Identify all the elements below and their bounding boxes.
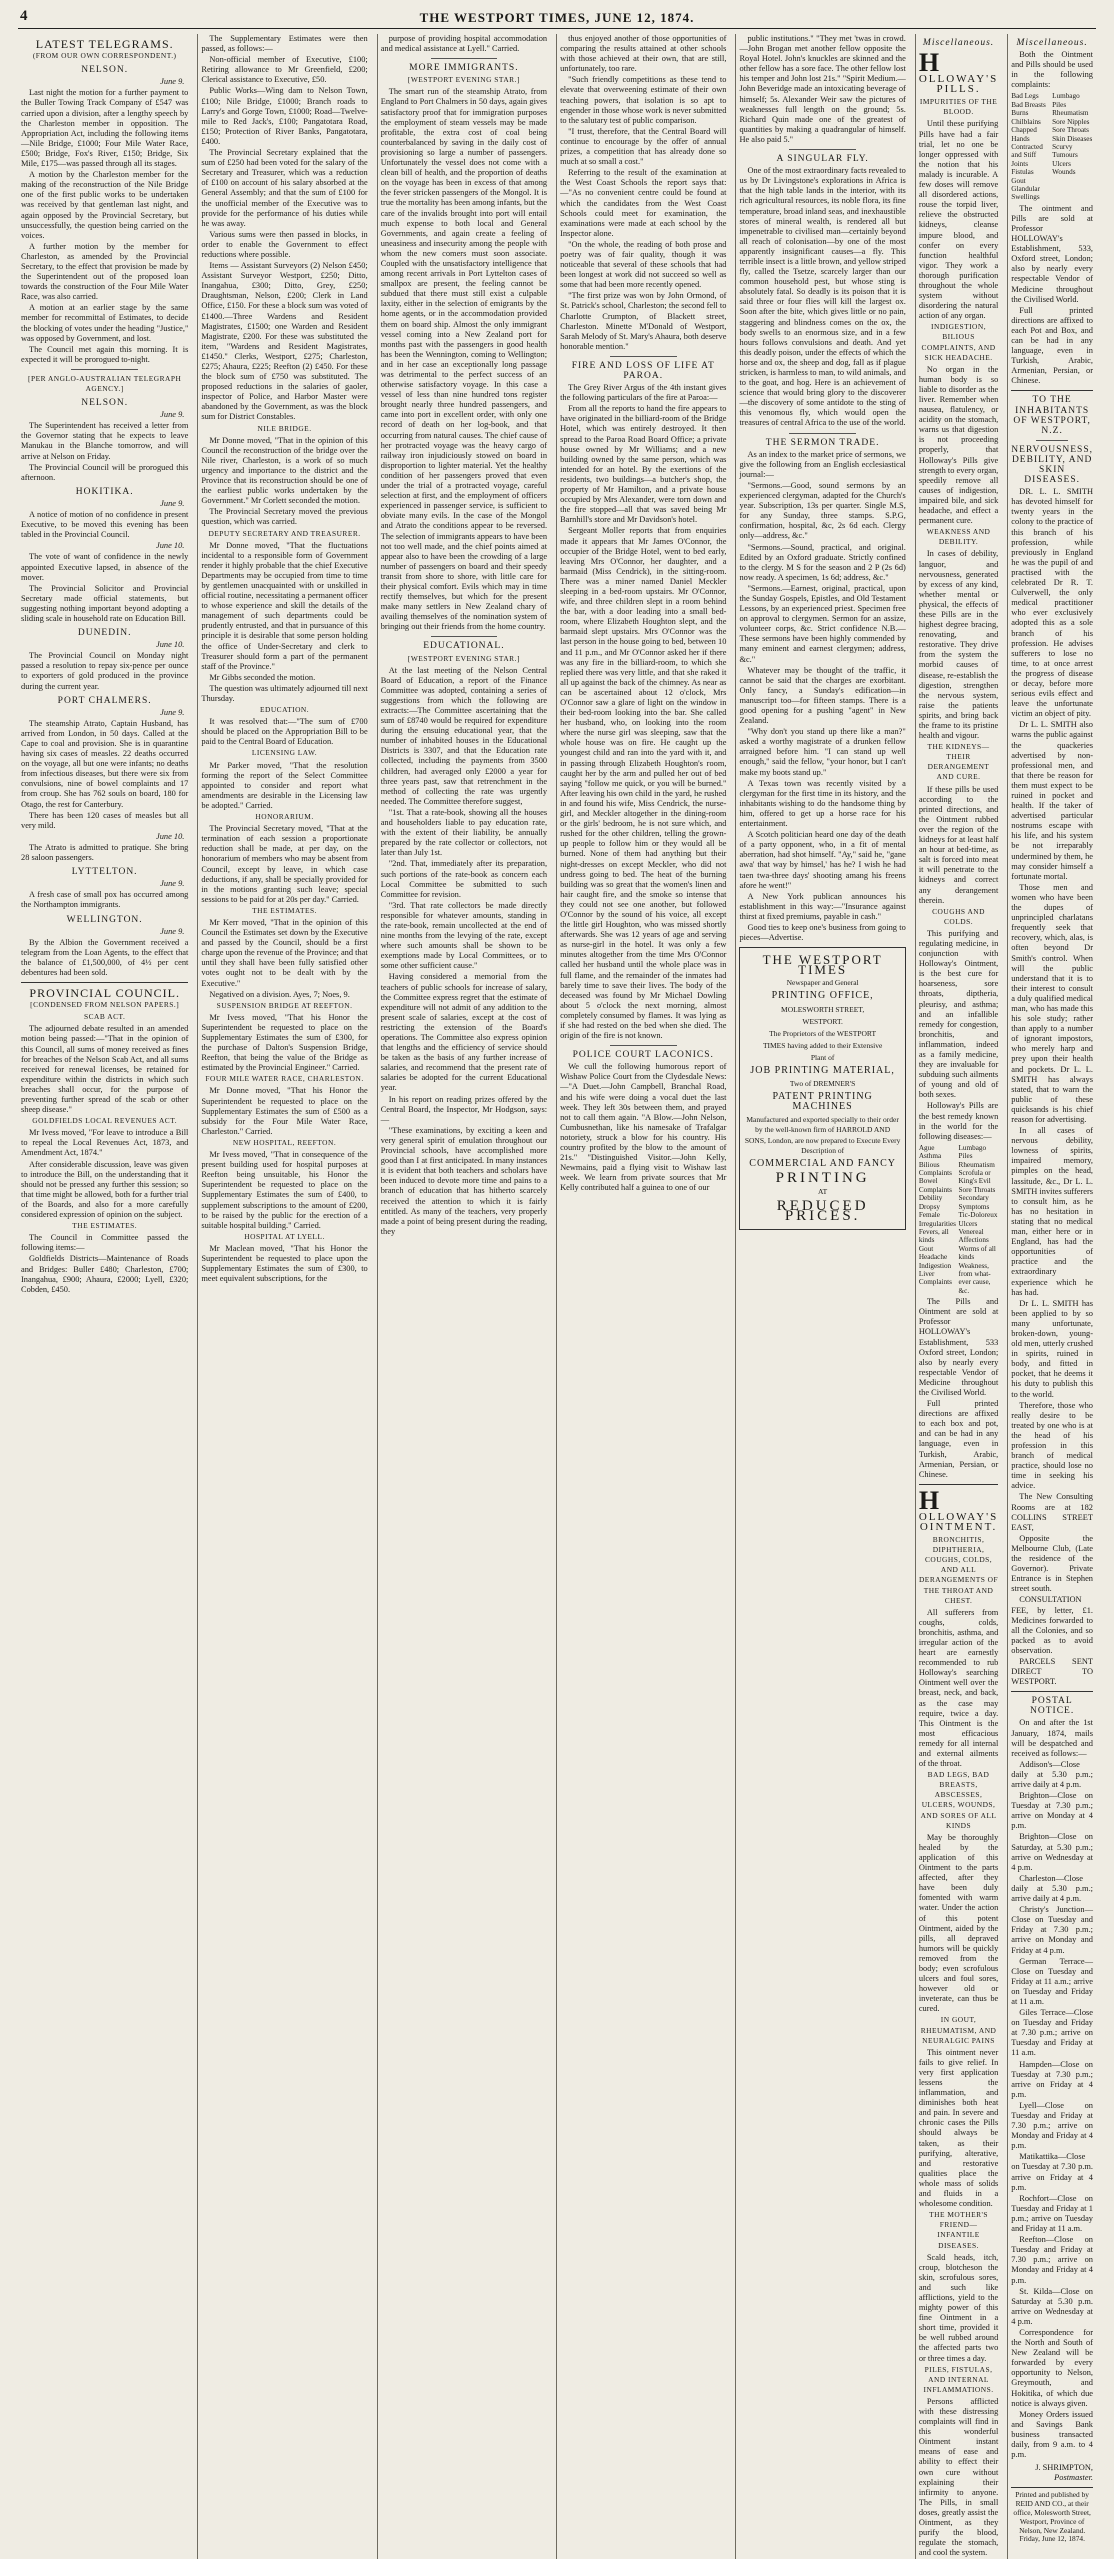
list-item: Headache	[918, 1253, 948, 1262]
list-item: Skin Diseases	[1052, 134, 1093, 143]
paragraph: Scald heads, itch, croup, blotcheson the skin, scrofulous sores, and such like afflictions, yield to the mighty power of this fine Ointment in a short time, provided it be well rubbed around the affected parts two or three times a day.	[918, 2252, 999, 2363]
list-item: Piles	[958, 1152, 973, 1161]
paragraph: "The first prize was won by John Ormond, of St. Patrick's school, Charleston; the second fell to Charlotte Crumpton, of Blackett street, Charleston. Minette M'Donald of Westport, Sarah Melody of St. Mary's Ahaura, both deserve honorable mention."	[560, 291, 727, 351]
list-item: Piles	[1052, 100, 1067, 109]
paragraph: All sufferers from coughs, colds, bronchitis, asthma, and irregular action of the heart are earnestly recommended to rub Holloway's searching Ointment well over the breast, neck, and back, as the case may require, twice a day. This Ointment is the most efficacious remedy for all internal and external ailments of the throat.	[918, 1607, 999, 1769]
source-note: [WESTPORT EVENING STAR.]	[407, 653, 520, 663]
item-heading: COUGHS AND COLDS.	[932, 906, 985, 926]
dateline-heading: LYTTELTON.	[71, 867, 138, 878]
list-item: Female Irregularities	[918, 1211, 956, 1228]
page-number: 4	[20, 8, 28, 24]
paragraph: Mr Donne moved, "That his Honor the Superintendent be requested to place on the Supplementary Estimates the sum of £500 as a subsidy for the Four Mile Water Race, Charleston." Carried.	[201, 1086, 368, 1136]
paragraph: A motion at an earlier stage by the same member for recommittal of Estimates, to decide the blocking of votes under the heading "Justice," was opposed by Government, and lost.	[21, 303, 189, 343]
paragraph: Last night the motion for a further payment to the Buller Towing Track Company of £547 was carried upon a division, after a lengthy speech by the Charleston member in opposition. The Appropriation Act, including the following items—Nile Bridge, £1000; Four Mile Water Race, £500; Bridge, Fox's River, £150; Bridge, Six Mile, £175—was passed through all its stages.	[21, 88, 189, 169]
mail-schedule: St. Kilda—Close on Saturday at 5.30 p.m. arrive on Wednesday at 4 p.m.	[1011, 2286, 1093, 2326]
paragraph: The adjourned debate resulted in an amended motion being passed:—"That in the opinion of this Council, all sums of money received as fines for breaches of the Nelson Scab Act, and all sums received for renewal licenses, be retained for expenditure within the districts in which such breaches shall occur, for the purpose of preventing further spread of the scab or other sheep disease."	[21, 1024, 189, 1115]
item-heading: INDIGESTION, BILIOUS COMPLAINTS, AND SICK HEADACHE.	[921, 322, 996, 362]
paragraph: "I trust, therefore, that the Central Board will continue to encourage by the offer of annual prizes, a competition that has already done so much at so small a cost."	[560, 126, 727, 167]
list-item: Bilious Complaints	[918, 1160, 952, 1178]
mail-schedule: German Terrace—Close on Tuesday and Friday at 11 a.m.; arrive on Tuesday and Friday at 11 a.m.	[1011, 1956, 1093, 2006]
list-item: Indigestion	[918, 1261, 952, 1270]
column-2	[197, 34, 370, 2559]
paragraph: "Why don't you stand up there like a man?" asked a worthy magistrate of a drunken fellow arraigned before him. "I can stand up well enough," said the fellow, "your honor, but I can't make my boots stand up."	[739, 727, 906, 777]
column-4	[556, 34, 729, 2559]
paragraph: Those men and women who have been the dupes of unprincipled charlatans frequently seek that recovery, which, alas, is often beyond Dr Smith's control. When will the public understand that it is to their interest to consult a duly qualified medical man, who has made this his sole study; rather than apply to a number of ignorant impostors, who merely harp and prey upon their health and pockets. Dr L. L. SMITH has always stated, that to warn the public of these quicksands is his chief reason for advertising.	[1011, 882, 1093, 1124]
paragraph: Having considered a memorial from the teachers of public schools for increase of salary, the Committee express regret that the estimate of expenditure will not admit of any addition to the present scale of salaries, except at the cost of restricting the extension of the Board's operations. The Committee also express opinion that lengths and the efficiency of service should be taken as the basis of any further increase of salaries, and recommend that the present rate of salaries be adopted for the current Educational year.	[380, 972, 548, 1093]
ailments-right	[959, 1144, 999, 1295]
paragraph: No organ in the human body is so liable to disorder as the liver. Remember when nausea, flatulency, or acidity on the stomach, warns us that digestion is not proceeding properly, that Holloway's Pills give strength to every organ, speedily remove all causes of indigestion, impaired bile, and sick headache, and effect a permanent cure.	[918, 364, 999, 526]
paragraph: Holloway's Pills are the best remedy known in the world for the following diseases:—	[918, 1101, 999, 1141]
paragraph: Mr Gibbs seconded the motion.	[209, 672, 316, 682]
paragraph: By the Albion the Government received a telegram from the Loan Agents, to the effect that the balance of £1,500,000, of 4½ per cent debentures had been sold.	[21, 937, 189, 977]
source-note: [WESTPORT EVENING STAR.]	[407, 75, 520, 85]
complaints-right	[1052, 92, 1093, 201]
advert-line: Manufactured and exported specially to their order by the well-known firm of HARROLD AND SONS, London, are now prepared to Execute Every Description of	[744, 1115, 901, 1155]
imprint-text: Printed and published by REID AND CO., at their office, Molesworth Street, Westport, Province of Nelson, New Zealand.	[1013, 2490, 1091, 2535]
paragraph: Mr Donne moved, "That in the opinion of this Council the reconstruction of the bridge over the Nile river, Charleston, is a work of so much urgency and importance to the district and the Province that its reconstruction should be one of the earliest public works undertaken by the Government." Mr Corlett seconded the motion.	[201, 435, 368, 506]
column-6a	[916, 34, 1001, 2559]
dropcap: H	[918, 1485, 942, 1515]
list-item: Glandular Swellings	[1011, 184, 1041, 202]
advert-line: Two of DREMNER'S	[789, 1079, 856, 1089]
paragraph: The Council in Committee passed the following items:—	[21, 1233, 189, 1253]
paragraph: Public Works—Wing dam to Nelson Town, £100; Nile Bridge, £1000; Branch roads to Larry's and Gorge Town, £1000; Road—Twelve-mile to Red Jack's, £100; Pangatotara Road, £150; Protection of River Banks, Pangatotara, £400.	[201, 86, 368, 146]
date: June 10.	[155, 640, 185, 650]
divider	[71, 369, 138, 370]
paragraph: May be thoroughly healed by the application of this Ointment to the parts affected, after they have been duly fomented with warm water. Under the action of this potent Ointment, aided by the pills, all depraved humors will be quickly removed from the body; even scrofulous ulcers and foul sores, however old or inveterate, can thus be cured.	[918, 1832, 999, 2014]
date: June 9.	[160, 77, 185, 87]
paragraph: thus enjoyed another of those opportunities of comparing the results attained at other schools with those achieved at their own, that are still, unfortunately, too rare.	[560, 34, 727, 74]
paragraph: Therefore, those who really desire to be treated by one who is at the head of his profession in this branch of medical practice, should lose no time in seeking his advice.	[1011, 1400, 1093, 1491]
item-heading: BAD LEGS, BAD BREASTS, ABSCESSES, ULCERS, WOUNDS, AND SORES OF ALL KINDS	[920, 1770, 997, 1830]
section-heading: POSTAL NOTICE.	[1030, 1696, 1075, 1717]
item-heading: THE ESTIMATES.	[72, 1221, 138, 1231]
paragraph: "3rd. That rate collectors be made directly responsible for whatever amounts, standing in the rate-book, remain uncollected at the end of nine months from the levying of the rate, except where such amounts shall be shown to be exemptions made by Local Committees, or to some other sufficient cause."	[380, 900, 548, 971]
list-item: Worms of all kinds	[958, 1244, 996, 1262]
item-heading: NEW HOSPITAL, REEFTON.	[232, 1137, 337, 1147]
divider	[431, 636, 498, 637]
dateline-heading: WELLINGTON.	[66, 914, 143, 925]
paragraph: Good ties to keep one's business from going to pieces—Advertise.	[739, 922, 906, 943]
list-item: Burns	[1011, 109, 1029, 118]
advert-line: JOB PRINTING MATERIAL,	[750, 1065, 895, 1076]
advert-title	[918, 1485, 999, 1533]
agency-note: [PER ANGLO-AUSTRALIAN TELEGRAPH AGENCY.]	[28, 373, 182, 393]
mail-schedule: Matikattika—Close on Tuesday at 7.30 p.m. arrive on Friday at 4 p.m.	[1011, 2152, 1093, 2192]
list-item: Scrofula or King's Evil	[958, 1169, 991, 1186]
paragraph: A Texas town was recently visited by a clergyman for the first time in its history, and the inhabitants wishing to do the handsome thing by him, offered to get up a horse race for his entertainment.	[739, 778, 906, 829]
paragraph: "These examinations, by exciting a keen and very general spirit of emulation throughout our Provincial schools, have accomplished more good than I at first anticipated. In many instances it is evident that both teachers and scholars have been induced to devote more time and pains to a branch of education that has hitherto scarcely received the attention to which it is fairly entitled. As many of the teachers, very properly made a point of being present during the reading, they	[380, 1125, 548, 1236]
list-item: Rheumatism	[958, 1160, 995, 1169]
paragraph: Mr Ivess moved, "For leave to introduce a Bill to repeal the Local Revenues Act, 1873, and Amendment Act, 1874."	[21, 1128, 189, 1158]
paragraph: The question was ultimately adjourned till next Thursday.	[201, 683, 368, 703]
list-item: Fistulas	[1011, 168, 1034, 177]
paragraph: The ointment and Pills are sold at Professor HOLLOWAY's Establishment, 533, Oxford street, London; also by nearly every respectable Vendor of Medicine throughout the Civilised World.	[1011, 203, 1093, 304]
section-heading: PROVINCIAL COUNCIL.	[29, 986, 180, 1001]
divider	[1011, 1691, 1093, 1692]
paragraph: Various sums were then passed in blocks, in order to enable the Government to effect reductions where possible.	[201, 229, 368, 259]
list-item: Tumours	[1052, 151, 1078, 160]
list-item: Gout	[918, 1244, 934, 1253]
paragraph: CONSULTATION FEE, by letter, £1. Medicines forwarded to all the Colonies, and so packed as to avoid observation.	[1011, 1595, 1093, 1655]
paragraph: The Provincial Secretary explained that the sum of £250 had been voted for the salary of the Secretary and Treasurer, which was a reduction of £100 on account of his salary absorbed at the General Assembly; and that the sum of £100 for the unofficial member of the Executive was to provide for the performance of his duties while he was away.	[201, 148, 368, 228]
mail-schedule: Brighton—Close on Saturday, at 5.30 p.m.; arrive on Wednesday at 4 p.m.	[1011, 1832, 1093, 1872]
divider	[789, 149, 856, 150]
advert-line: PRINTING OFFICE,	[771, 990, 874, 1002]
dateline-heading: NELSON.	[81, 65, 129, 76]
item-heading: IMPURITIES OF THE BLOOD.	[919, 97, 998, 117]
list-item: Chilblains	[1011, 117, 1041, 126]
section-heading: Miscellaneous.	[922, 38, 995, 48]
paragraph: At the last meeting of the Nelson Central Board of Education, a report of the Finance Committee was adopted, containing a series of suggestions from which the following are extracts:—The Committee ascertaining that the sum of £8740 would be required for expenditure during the ensuing educational year, that the number of inhabited houses in the Educational Districts is 3307, and that the Education rate collected, including the payments from 3500 children, had averaged only £2000 a year for three years past, saw that retrenchment in the method of collecting the rate was urgently needed. The Committee therefore suggest,	[380, 665, 548, 806]
paragraph: Referring to the result of the examination at the West Coast Schools the report says that:—"As no convenient centre could be found at which the candidates from the West Coast Schools could meet for examination, the examinations were made at each school by the Inspector alone.	[560, 168, 727, 238]
paragraph: DR. L. L. SMITH has devoted himself for twenty years in the colony to the practice of this branch of his profession, while previously in England he was the pupil of and practised with the celebrated Dr R. T. Culverwell, the only medical practitioner who ever exclusively adopted this as a sole branch of his profession. He advises sufferers to lose no time, to at once arrest the progress of disease or decay, before more serious evils effect and leave the unfortunate victim an object of pity.	[1011, 487, 1093, 719]
mail-schedule: Charleston—Close daily at 5.30 p.m.; arrive daily at 4 p.m.	[1011, 1873, 1093, 1904]
section-heading: NERVOUSNESS, DEBILITY, AND SKIN DISEASES.	[1011, 444, 1093, 486]
paragraph: Dr L. L. SMITH has been applied to by so many unfortunate, broken-down, young-old men, utterly crushed in spirits, ruined in body, and fitted in pocket, that he deems it his duty to publish this to the world.	[1011, 1298, 1093, 1399]
paragraph: A further motion by the member for Charleston, as amended by the Provincial Secretary, to the effect that provision be made by the Superintendent out of the proposed loan towards the construction of the Four Mile Water Race, was also carried.	[21, 241, 189, 302]
paragraph: This ointment never fails to give relief. In very first application lessens the inflammation, and diminishes both heat and pain. In severe and chronic cases the Pills should always be taken, as their purifying, alterative, and restorative qualities place the whole mass of solids and fluids in a wholesome condition.	[918, 2047, 999, 2209]
subheading: (FROM OUR OWN CORRESPONDENT.)	[32, 51, 177, 61]
postmaster-title: Postmaster.	[1054, 2473, 1093, 2483]
item-heading: HOSPITAL AT LYELL.	[244, 1231, 325, 1241]
mail-schedule: Lyell—Close on Tuesday and Friday at 7.30 p.m.; arrive on Monday and Friday at 4 p.m.	[1011, 2100, 1093, 2151]
paragraph: The Council met again this morning. It is expected it will be prorogued to-night.	[21, 344, 189, 364]
mail-schedule: Christy's Junction—Close on Tuesday and Friday at 7.30 p.m.; arrive on Monday and Friday at 4 p.m.	[1011, 1905, 1093, 1955]
paragraph: On and after the 1st January, 1874, mails will be despatched and received as follows:—	[1011, 1718, 1093, 1758]
date: June 9.	[160, 707, 185, 717]
paragraph: A motion by the Charleston member for the making of the reconstruction of the Nile Bridge one of the first public works to be undertaken was received by that gentleman last night, and again opposed by the Provincial Secretary, but unsuccessfully, the question being carried on the voices.	[21, 170, 189, 240]
column-1	[18, 34, 191, 2559]
paragraph: A fresh case of small pox has occurred among the Northampton immigrants.	[21, 890, 189, 910]
divider	[610, 1045, 677, 1046]
dateline-heading: PORT CHALMERS.	[57, 695, 152, 706]
list-item: Fevers, all kinds	[918, 1227, 949, 1245]
list-item: Venereal Affections	[958, 1227, 989, 1245]
advert-line: Newspaper and General	[786, 978, 859, 988]
divider	[431, 58, 498, 59]
printing-office-advert	[739, 947, 905, 1230]
list-item: Lumbago	[958, 1143, 987, 1152]
item-heading: DEPUTY SECRETARY AND TREASURER.	[208, 528, 361, 538]
paragraph: public institutions." "They met 'twas in crowd.—John Brogan met another fellow opposite the Royal Hotel. John's knuckles are skinned and the other fellow has a sore face. The other fellow lost his temper and John lost 21s." "Spirit Medium.—John Beveridge made an intoxicating beverage of himself; 5s. Alexander Weir saw the pictures of weaknesses full length on the ground; 5s. Richard Quin made one of the greatest of quantities by making a quadrangular of himself. He also paid 5."	[739, 34, 906, 144]
advert-line: The Proprietors of the WESTPORT	[769, 1028, 877, 1038]
advert-title	[918, 48, 999, 96]
paragraph: Full printed directions are affixed to each Pot and Box, and can be had in any language, even in Turkish, Arabic, Armenian, Persian, or Chinese.	[1011, 305, 1093, 386]
advert-line: REDUCED PRICES.	[776, 1198, 869, 1225]
paragraph: The Provincial Council will be prorogued this afternoon.	[21, 462, 189, 482]
paragraph: "Sermons.—Good, sound sermons by an experienced clergyman, adapted for the Church's year. Subscription, 13s per quarter. Single M.S, for any Sunday, three stamps. S.P.G, confirmation, hospital, &c, 2s 6d each. Clergy only—address, &c."	[739, 480, 906, 541]
list-item: Debility	[918, 1194, 943, 1203]
paragraph: "2nd. That, immediately after its preparation, such portions of the rate-book as concern each Local Committee be submitted to such Committee for revision.	[380, 859, 548, 899]
list-item: Bad Legs	[1011, 92, 1039, 101]
mail-schedule: Giles Terrace—Close on Tuesday and Friday at 7.30 p.m.; arrive on Tuesday and Friday at 11 a.m.	[1011, 2008, 1093, 2058]
paragraph: A New York publican announces his establishment in this way:—"Insurance against thirst at fixed premiums, payable in cash."	[739, 891, 906, 921]
section-heading: POLICE COURT LACONICS.	[572, 1050, 714, 1061]
divider	[789, 433, 856, 434]
paragraph: The Provincial Secretary moved the previous question, which was carried.	[201, 507, 368, 527]
page-title: THE WESTPORT TIMES, JUNE 12, 1874.	[419, 10, 695, 25]
subheading: [CONDENSED FROM NELSON PAPERS.]	[30, 1000, 180, 1010]
advert-line: PATENT PRINTING MACHINES	[772, 1091, 873, 1113]
list-item: Sore Throats	[958, 1185, 996, 1194]
divider	[1036, 440, 1069, 441]
item-heading: THE ESTIMATES.	[252, 905, 317, 915]
paragraph: From all the reports to hand the fire appears to have originated in the billiard-room of the Bridge Hotel, which was entirely destroyed. It then spread to the Paroa Road Board Office; a private house owned by Mr Williams; and a new building owned by the same person, which was intended for an hotel. By the exertions of the residents, two buildings—a butcher's shop, the property of Mr Hamilton, and a private house occupied by Mrs Alexander, were torn down and the fire stopped—all that was saved being Mr Barnhill's store and Mr Davidson's hotel.	[560, 404, 727, 525]
complaints-list	[1011, 92, 1093, 201]
list-item: Bad Breasts	[1011, 100, 1046, 109]
imprint-date: Friday, June 12, 1874.	[1019, 2534, 1085, 2544]
paragraph: The steamship Atrato, Captain Husband, has arrived from London, in 50 days. Called at the Cape to coal and provision. She is in quarantine having six cases of measles. 22 deaths occurred on the voyage, all but one were infants; no deaths from infectious diseases, but there were six from convulsions, nine of bowel complaints and 17 from croup. She has 762 souls on board, 180 for Otago, the rest for Canterbury.	[21, 718, 189, 809]
paragraph: The Provincial Council on Monday night passed a resolution to repay six-pence per ounce to exporters of gold produced in the province during the current year.	[21, 651, 189, 691]
item-heading: FOUR MILE WATER RACE, CHARLESTON.	[205, 1074, 364, 1084]
list-item: Sore Nipples	[1052, 117, 1090, 126]
section-heading: EDUCATIONAL.	[423, 641, 505, 652]
paragraph: There has been 120 cases of measles but all very mild.	[21, 810, 189, 830]
paragraph: The Superintendent has received a letter from the Governor stating that he expects to leave Manukau in the Blanche tomorrow, and will arrive at Nelson on Friday.	[21, 421, 189, 461]
advert-line: PRINTING	[775, 1169, 870, 1186]
mail-schedule: Hampden—Close on Tuesday at 7.30 p.m.; arrive on Friday at 4 p.m.	[1011, 2059, 1093, 2099]
list-item: Wounds	[1052, 168, 1076, 177]
divider	[610, 356, 677, 357]
divider	[1011, 390, 1093, 391]
paragraph: Mr Parker moved, "That the resolution forming the report of the Select Committee appointed to consider and report what amendments are desirable in the Licensing law be adopted." Carried.	[201, 760, 368, 810]
paragraph: In his report on reading prizes offered by the Central Board, the Inspector, Mr Hodgson, says:—	[380, 1094, 548, 1124]
paragraph: The New Consulting Rooms are at 182 COLLINS STREET EAST,	[1011, 1492, 1093, 1532]
item-heading: NILE BRIDGE.	[257, 423, 312, 433]
advert-title-text: OLLOWAY'S OINTMENT.	[918, 1510, 999, 1533]
paragraph: The Provincial Secretary moved, "That at the termination of each session a proportionate reduction shall be made, at per day, on the honorarium of members who may be absent from Council, except by leave, in which case deductions, if any, shall be specially provided for in the motions granting such leave; special sessions to be paid for at 20s per day." Carried.	[201, 824, 368, 904]
paragraph: Mr Donne moved, "That the fluctuations incidental to a responsible form of Government render it highly probable that the chief Executive Departments may be occupied from time to time by gentlemen unacquainted with or unskilled in official routine, necessitating a permanent officer to whose experience and skill the details of the management of such departments could be prudently entrusted, and that in pursuance of this principle it is desirable that some person holding the office of Under-Secretary and clerk to Treasurer should form a part of the permanent staff of the Province."	[201, 540, 368, 671]
list-item: Bowel Complaints	[918, 1177, 952, 1194]
item-heading: THE KIDNEYS—THEIR DERANGEMENT AND CURE.	[927, 742, 990, 782]
paragraph: "Sermons.—Earnest, original, practical, upon the Sunday Gospels, Epistles, and Old Testament Lessons, by an experienced priest. Specimen free on approval to clergymen. Sermon for an assize, volunteer corps, &c. Strict confidence N.B.—These sermons have been highly commended by many eminent and earnest clergymen; address, &c."	[739, 583, 906, 664]
list-item: Secondary Symptoms	[958, 1194, 990, 1211]
item-heading: LICENSING LAW.	[251, 748, 318, 758]
postmaster-name: J. SHRIMPTON,	[1035, 2463, 1093, 2473]
item-heading: SCAB ACT.	[84, 1012, 126, 1022]
dropcap: H	[918, 48, 942, 78]
paragraph: It was resolved that:—"The sum of £700 should be placed on the Appropriation Bill to be paid to the Central Board of Education.	[201, 717, 368, 747]
paragraph: Goldfields Districts—Maintenance of Roads and Bridges: Buller £480; Charleston, £700; Inangahua, £900; Ahaura, £2000; Lyell, £320; Cobden, £450.	[21, 1254, 189, 1294]
list-item: Tic-Doloreux	[958, 1211, 998, 1220]
paragraph: The Supplementary Estimates were then passed, as follows:—	[201, 34, 368, 54]
masthead	[18, 8, 1096, 29]
paragraph: After considerable discussion, leave was given to introduce the Bill, on the understanding that it should not be pressed any further this session; so that time might be allowed, both for a further trial of the Boards, and also for a more carefully considered expression of opinion on the subject.	[21, 1159, 189, 1220]
list-item: Sore Throats	[1052, 126, 1089, 135]
divider	[919, 1484, 998, 1485]
paragraph: Non-official member of Executive, £100; Retiring allowance to Mr Greenfield, £200; Clerical assistance to Executive, £50.	[201, 55, 368, 85]
section-heading: LATEST TELEGRAMS.	[35, 37, 174, 51]
item-heading: IN GOUT, RHEUMATISM, AND NEURALGIC PAINS	[920, 2015, 997, 2045]
paragraph: A notice of motion of no confidence in present Executive, to be moved this evening has been tabled in the Provincial Council.	[21, 510, 189, 540]
list-item: Scurvy	[1052, 142, 1073, 151]
paragraph: If these pills be used according to the printed directions, and the Ointment rubbed over the region of the kidneys for at least half an hour at bed-time, as salt is forced into meat it will penetrate to the kidneys and correct any derangement therein.	[918, 784, 999, 905]
list-item: Joints	[1011, 159, 1029, 168]
list-item: Ulcers	[958, 1219, 978, 1228]
item-heading: WEAKNESS AND DEBILITY.	[926, 527, 991, 547]
section-heading: FIRE AND LOSS OF LIFE AT PAROA.	[571, 360, 715, 381]
paragraph: Sergeant Moller reports that from enquiries made it appears that Mr James O'Connor, the occupier of the Bridge Hotel, went to bed early, leaving Mrs O'Connor, her daughter, and a barmaid (Miss Cendrick), in the sitting-room. There was a miner named Daniel Meckler sleeping in a bed-room upstairs. Mr O'Connor, wife, and three children slept in a room behind the bar, with a door leading into a small bed-room, where Elizabeth Houghton slept, and the barmaid slept upstairs. Mrs O'Connor was the last person in the house going to bed, between 10 and 11 p.m., and Mr O'Connor asked her if there was any fire in the billiard-room, to which she replied there was very little, and that she raked it all up against the back of the chimney. As near as can be ascertained about 12 o'clock, Mrs O'Connor saw a glare of light on the window in their bed-room looking into the bar. She called her husband, who, on looking into the room where the nurse girl was sleeping, saw that the whole house was on fire. He caught up the youngest child and ran into the yard with it, and in passing through Elizabeth Houghton's room, caught her by the arm and pulled her out of bed saying "follow me quick, or you will be burned." After leaving his own child in the yard, he rushed in and found his wife, Miss Cendrick, the nurse-girl, and Meckler altogether in the dining-room or the girls' bedroom, he is not sure which, and rushed for the other children, telling the grown-up people to follow him or they would all be burned. None of them had anything but their night-dresses on except Meckler, who did not undress going to bed. The heat of the burning building was so great that the women's linen and hair caught fire, and the smoke so intense that they could not see one another, but followed O'Connor by the sound of his voice, all except the little girl Houghton, who was missed shortly afterwards. She was 12 years of age and serving as nurse-girl in the hotel. It was only a few minutes altogether from the time Mrs O'Connor called her husband until the whole place was in full flame, and the remainder of the inmates had barely time to save their lives. The body of the deceased was found by Mr Michael Dowling about 5 o'clock the next morning, almost completely consumed by flames. It was lying as if she had rested on the bed when she died. The origin of the fire is not known.	[560, 526, 727, 1041]
paragraph: Mr Kerr moved, "That in the opinion of this Council the Estimates set down by the Executive and passed by the Council, should be a first charge upon the revenue of the Province; and that until they shall have been fully satisfied other votes ought not to be dealt with by the Executive."	[201, 917, 368, 988]
paragraph: This purifying and regulating medicine, in conjunction with Holloway's Ointment, is the best cure for hoarseness, sore throats, diptheria, pleurisy, and asthma; and an infallible remedy for congestion, bronchitis, and inflammation, indeed as a family medicine, they are invaluable for subduing such ailments of young and old of both sexes.	[918, 928, 999, 1100]
column-3	[377, 34, 550, 2559]
dateline-heading: HOKITIKA.	[75, 486, 134, 497]
ailments-list	[919, 1144, 998, 1295]
advert-title-text: OLLOWAY'S PILLS.	[918, 73, 999, 96]
list-item: Contracted and Stiff	[1011, 142, 1043, 160]
paragraph: In cases of debility, languor, and nervousness, generated by excess of any kind, whether mental or physical, the effects of these Pills are in the highest degree bracing, renovating, and restorative. They drive from the system the morbid causes of disease, re-establish the digestion, strengthen the nervous system, raise the patients spirits, and bring back the frame to its pristine health and vigour.	[918, 549, 999, 741]
paragraph: "1st. That a rate-book, showing all the houses and householders liable to pay education rate, with the extent of their liability, be annually prepared by the rate collector or collectors, not later than July 1st.	[380, 807, 548, 858]
paragraph: Until these purifying Pills have had a fair trial, let no one be longer oppressed with the notion that his malady is incurable. A few doses will remove all disordered actions, rouse the torpid liver, relieve the obstructed kidneys, cleanse impure blood, and confer on every function healthful vigor. They work a thorough purification throughout the whole system without disordering the natural action of any organ.	[918, 119, 999, 321]
paragraph: "Such friendly competitions as these tend to elevate that overweening estimate of their own teaching powers, that isolation is so apt to engender in those whose work is never submitted to the salutary test of public comparison.	[560, 75, 727, 125]
column-7	[1007, 34, 1096, 2559]
item-heading: THE MOTHER'S FRIEND—INFANTILE DISEASES.	[929, 2210, 988, 2250]
date: June 10.	[155, 831, 185, 841]
divider	[21, 982, 188, 983]
date: June 10.	[155, 541, 185, 551]
date: June 9.	[160, 879, 185, 889]
complaints-left	[1011, 92, 1052, 201]
section-heading: Miscellaneous.	[1016, 38, 1088, 48]
columns	[18, 34, 1096, 2558]
paragraph: Items — Assistant Surveyors (2) Nelson £450; Assistant Surveyor Westport, £250; Ditto, Inangahua, £300; Ditto, Grey, £250; Draughtsman, Nelson, £200; Clerk in Land Office, £150. For these a block sum was voted of £1400.—Three Wardens and Resident Magistrates, £1500; one Warden and Resident Magistrate, £200. For these was substituted the item, "Wardens and Resident Magistrates, £1450." Clerks, Westport, £275; Charleston, £275; Ahaura, £225; Reefton (2) £450. For these the block sum of £750 was substituted. The proposed reductions in the salaries of gaoler, inspector of Police, and Harbor Master were abandoned by the Government, as was the block sum for District Constables.	[201, 261, 368, 422]
mail-schedule: Reefton—Close on Tuesday and Friday at 7.30 p.m.; arrive on Monday and Friday at 4 p.m.	[1011, 2235, 1093, 2285]
list-item: Asthma	[918, 1152, 942, 1161]
advert-line: AT	[818, 1186, 828, 1196]
item-heading: GOLDFIELDS LOCAL REVENUES ACT.	[32, 1116, 178, 1126]
advert-line: MOLESWORTH STREET,	[781, 1004, 865, 1014]
list-item: Liver Complaints	[918, 1269, 952, 1287]
item-heading: EDUCATION.	[259, 705, 310, 715]
paragraph: purpose of providing hospital accommodation and medical assistance at Lyell." Carried.	[380, 34, 548, 54]
paragraph: Dr L. L. SMITH also warns the public against the quackeries advertised by non-professional men, and that there be reason for them must expect to be ruined in pocket and health. If the taker of advertised particular nostrums escape with his life, and his system be not irreparably undermined by them, he may consider himself a fortunate mortal.	[1011, 720, 1093, 881]
section-heading: A SINGULAR FLY.	[776, 154, 869, 165]
item-heading: SUSPENSION BRIDGE AT REEFTON.	[216, 1000, 353, 1010]
item-heading: PILES, FISTULAS, AND INTERNAL INFLAMMATIONS.	[923, 2364, 994, 2394]
dateline-heading: NELSON.	[81, 398, 129, 409]
list-item: Chapped Hands	[1011, 126, 1037, 143]
section-heading: THE SERMON TRADE.	[765, 437, 880, 448]
imprint	[1011, 2487, 1093, 2544]
advert-line: TIMES having added to their Extensive	[762, 1040, 883, 1050]
paragraph: PARCELS SENT DIRECT TO WESTPORT.	[1011, 1656, 1093, 1687]
paragraph: Money Orders issued and Savings Bank business transacted daily, from 9 a.m. to 4 p.m.	[1011, 2409, 1093, 2460]
paragraph: "Sermons.—Sound, practical, and original. Edited by an Oxford graduate. Strictly confined to the clergy. M S for the season and 2 P (2s 6d) now ready. A specimen, 1s 6d; address, &c."	[739, 542, 906, 582]
section-heading: TO THE INHABITANTS OF WESTPORT, N.Z.	[1013, 395, 1091, 436]
paragraph: "On the whole, the reading of both prose and poetry was of fair quality, though it was noticeable that several of these schools that had been longest at work did not succeed so well as some that had been more recently opened.	[560, 239, 727, 290]
date: June 9.	[160, 498, 185, 508]
paragraph: Mr Maclean moved, "That his Honor the Superintendent be requested to place upon the Supplementary Estimates the sum of £300, to meet equivalent subscriptions, for the	[201, 1243, 368, 1284]
item-heading: HONORARIUM.	[255, 812, 314, 822]
advert-line: COMMERCIAL AND FANCY	[749, 1157, 896, 1169]
paragraph: As an index to the market price of sermons, we give the following from an English ecclesiastical journal:—	[739, 449, 906, 479]
column-6	[915, 34, 1096, 2559]
list-item: Weakness, from what-	[958, 1261, 991, 1278]
paragraph: A Scotch politician heard one day of the death of a party opponent, who, in a fit of mental aberration, had shot himself. "Ay," said he, "gane awa' that way by himsel,' has he? I wish he had taen twa-three days' shooting amang his freens afore he went!"	[739, 830, 906, 890]
paragraph: Negatived on a division. Ayes, 7; Noes, 9.	[209, 989, 350, 999]
advert-line: WESTPORT.	[802, 1016, 843, 1026]
paragraph: The Grey River Argus of the 4th instant gives the following particulars of the fire at Paroa:—	[560, 383, 727, 403]
paragraph: Whatever may be thought of the traffic, it cannot be said that the charges are exorbitant. Only fancy, a Sunday's edification—in manuscript too—for fifteen stamps. There is a good opening for a pushing "agent" in New Zealand.	[739, 665, 906, 726]
list-item: Lumbago	[1052, 92, 1080, 101]
ailments-left	[919, 1144, 959, 1295]
paragraph: The Pills and Ointment are sold at Professor HOLLOWAY's Establishment, 533 Oxford street, London; also by nearly every respectable Vendor of Medicine throughout the Civilised World.	[918, 1297, 999, 1397]
section-heading: MORE IMMIGRANTS.	[409, 63, 519, 74]
mail-schedule: Brighton—Close on Tuesday at 7.30 p.m.; arrive on Monday at 4 p.m.	[1011, 1791, 1093, 1831]
paragraph: Mr Ivess moved, "That his Honor the Superintendent be requested to place on the Supplementary Estimates the sum of £300, for the purchase of Dalton's Suspension Bridge, Reefton, that being the value of the Bridge as estimated by the Provincial Engineer." Carried.	[201, 1012, 368, 1073]
column-5	[735, 34, 908, 2559]
list-item: Gout	[1011, 176, 1026, 185]
list-item: Rheumatism	[1052, 109, 1089, 118]
advert-line: Plant of	[810, 1052, 835, 1062]
paragraph: Full printed directions are affixed to each box and pot, and can be had in any language, even in Turkish, Arabic, Armenian, Persian, or Chinese.	[918, 1399, 999, 1479]
advert-title: THE WESTPORT TIMES	[762, 952, 883, 978]
list-item: Ulcers	[1052, 159, 1071, 168]
list-item: Dropsy	[918, 1202, 940, 1211]
paragraph: Both the Ointment and Pills should be used in the following complaints:	[1011, 50, 1093, 90]
paragraph: The vote of want of confidence in the newly appointed Executive lapsed, in absence of the mover.	[21, 552, 189, 582]
paragraph: The smart run of the steamship Atrato, from England to Port Chalmers in 50 days, again gives satisfactory proof that for immigration purposes the employment of steam vessels may be made profitable, the extra cost of coal being counterbalanced by saving in the daily cost of provisioning so large a number of passengers. Unfortunately the vessel does not come with a clean bill of health, and the proportion of deaths on the voyage has been in excess of that among the fever stricken passengers of the Mongol. It is true the mortality has been among infants, but the care of the invalids brought into port will entail much expense to both local and General Governments, and again create a feeling of uneasiness and insecurity among the people with whom the new comers must soon associate. Coupled with the unsatisfactory intelligence that among recent arrivals in Port Lyttelton cases of smallpox are present, the feeling cannot be subdued that there must still exist a culpable laxity, either in the selection of emigrants by the home agents, or in the accommodation provided them on board ship. Almost the only immigrant vessel coming into a New Zealand port for months past with the passengers in good health has been the Wennington, coming to Wellington; and in her case an exceptionally long passage was detrimental to the perfect success of an otherwise satisfactory voyage. In this case a vessel of less than nine hundred tons register brought nearly three hundred passengers, and came into port in excellent order, with only one record of death on her log-book, and that occurring from natural causes. The chief cause of her protracted voyage was the heavy cargo of railway iron injudiciously stowed on board in disproportion to lighter material. Yet the healthy condition of her passengers proved that even under the trial of a protracted voyage, careful selection at first, and the employment of officers experienced in passenger service, is sufficient to obviate many evils. In the case of the Mongol and Atrato the conditions appear to be reversed. The selection of immigrants appears to have been not too well made, and the chief points aimed at appear also to have been the crowding of a large number of passengers on board and their speedy transit from shore to shore, with little care for their physical comfort. Evils which may in time rectify themselves, but which for the present make many settlers in New Zealand chary of availing themselves of the nomination system of bringing out their friends from the home country.	[380, 87, 548, 632]
paragraph: Mr Ivess moved, "That in consequence of the present building used for hospital purposes at Reefton being unsuitable, his Honor the Superintendent be requested to place on the Supplementary Estimates the sum of £400, to supplement subscriptions to the amount of £200, to be raised by the public for the erection of a suitable hospital building." Carried.	[201, 1150, 368, 1230]
item-heading: BRONCHITIS, DIPHTHERIA, COUGHS, COLDS, AND ALL DERANGEMENTS OF THE THROAT AND CHEST.	[918, 1535, 999, 1605]
paragraph: Opposite the Melbourne Club, (Late the residence of the Governor). Private Entrance is in Stephen street south.	[1011, 1533, 1093, 1594]
mail-schedule: Addison's—Close daily at 5.30 p.m.; arrive daily at 4 p.m.	[1011, 1759, 1093, 1789]
dateline-heading: DUNEDIN.	[77, 628, 132, 639]
list-item: ever cause, &c.	[958, 1278, 991, 1295]
date: June 9.	[160, 410, 185, 420]
mail-schedule: Rochfort—Close on Tuesday and Friday at 1 p.m.; arrive on Tuesday and Friday at 11 a.m.	[1011, 2193, 1093, 2234]
paragraph: One of the most extraordinary facts revealed to us by Dr Livingstone's explorations in Africa is that the high table lands in the interior, with its rich agricultural resources, its noble flora, its fine temperature, broad inland seas, and inexhaustible stores of mineral wealth, is rendered all but impenetrable to civilised man—certainly beyond all reach of colonisation—by one of the most apparently insignificant causes—a fly. This terrible insect is a little brown, and yellow striped fly, called the Tsetze, scarcely larger than our common household pest, but whose sting is absolutely fatal. So deadly is its poison that it is said three or four flies will kill the largest ox. Soon after the bite, which gives little or no pain, staggering and blindness comes on the ox, the body swells to an enormous size, and in a few hours follows convulsions and death. And yet this deadly poison, under the effects of which the horse and ox, the sheep and dog, fall as if plague stricken, is harmless to man, to wild animals, and to the goat, and hog. Here is an achievement of science that would bring glory to the discoverer—the discovery of some antidote to the sting of this venomous fly, which would open the treasures of central Africa to the use of the world.	[739, 166, 906, 428]
paragraph: The Provincial Solicitor and Provincial Secretary made official statements, but suggesting nothing important beyond adopting a sliding scale in household rate on Education Bill.	[21, 583, 189, 623]
paragraph: The Atrato is admitted to pratique. She bring 28 saloon passengers.	[21, 842, 189, 863]
paragraph: We cull the following humorous report of Wishaw Police Court from the Clydesdale News:—"A Duet.—John Campbell, Branchal Road, and his wife were doing a vocal duet the last week. They left 30s between them, and prayed not to call them again. "A Blow.—John Nelson, Cumbusnethan, like his namesake of Trafalgar notoriety, struck a blow for his country. His country profited by the blow to the amount of 21s." "Distinguished Visitor.—John Kelly, Newmains, paid a flying visit to Wishaw last week. We learn from private sources that Mr Kelly contributed half a guinea to one of our	[560, 1062, 727, 1193]
paragraph: Correspondence for the North and South of New Zealand will be forwarded by every opportunity to Nelson, Greymouth, and Hokitika, of which due notice is always given.	[1011, 2327, 1093, 2408]
date: June 9.	[160, 926, 185, 936]
list-item: Ague	[918, 1143, 935, 1152]
paragraph: In all cases of nervous debility, lowness of spirits, impaired memory, pimples on the head, lassitude, &c., Dr L. L. SMITH invites sufferers to consult him, as he has no hesitation in stating that no medical man, either here or in England, has had the opportunities of practice and the extraordinary experience which he has had.	[1011, 1126, 1094, 1297]
paragraph: Persons afflicted with these distressing complaints will find in this wonderful Ointment instant means of ease and ability to effect their own cure without explaining their infirmity to anyone. The Pills, in small doses, greatly assist the Ointment, as they purify the blood, regulate the stomach, and cool the system.	[918, 2396, 999, 2558]
